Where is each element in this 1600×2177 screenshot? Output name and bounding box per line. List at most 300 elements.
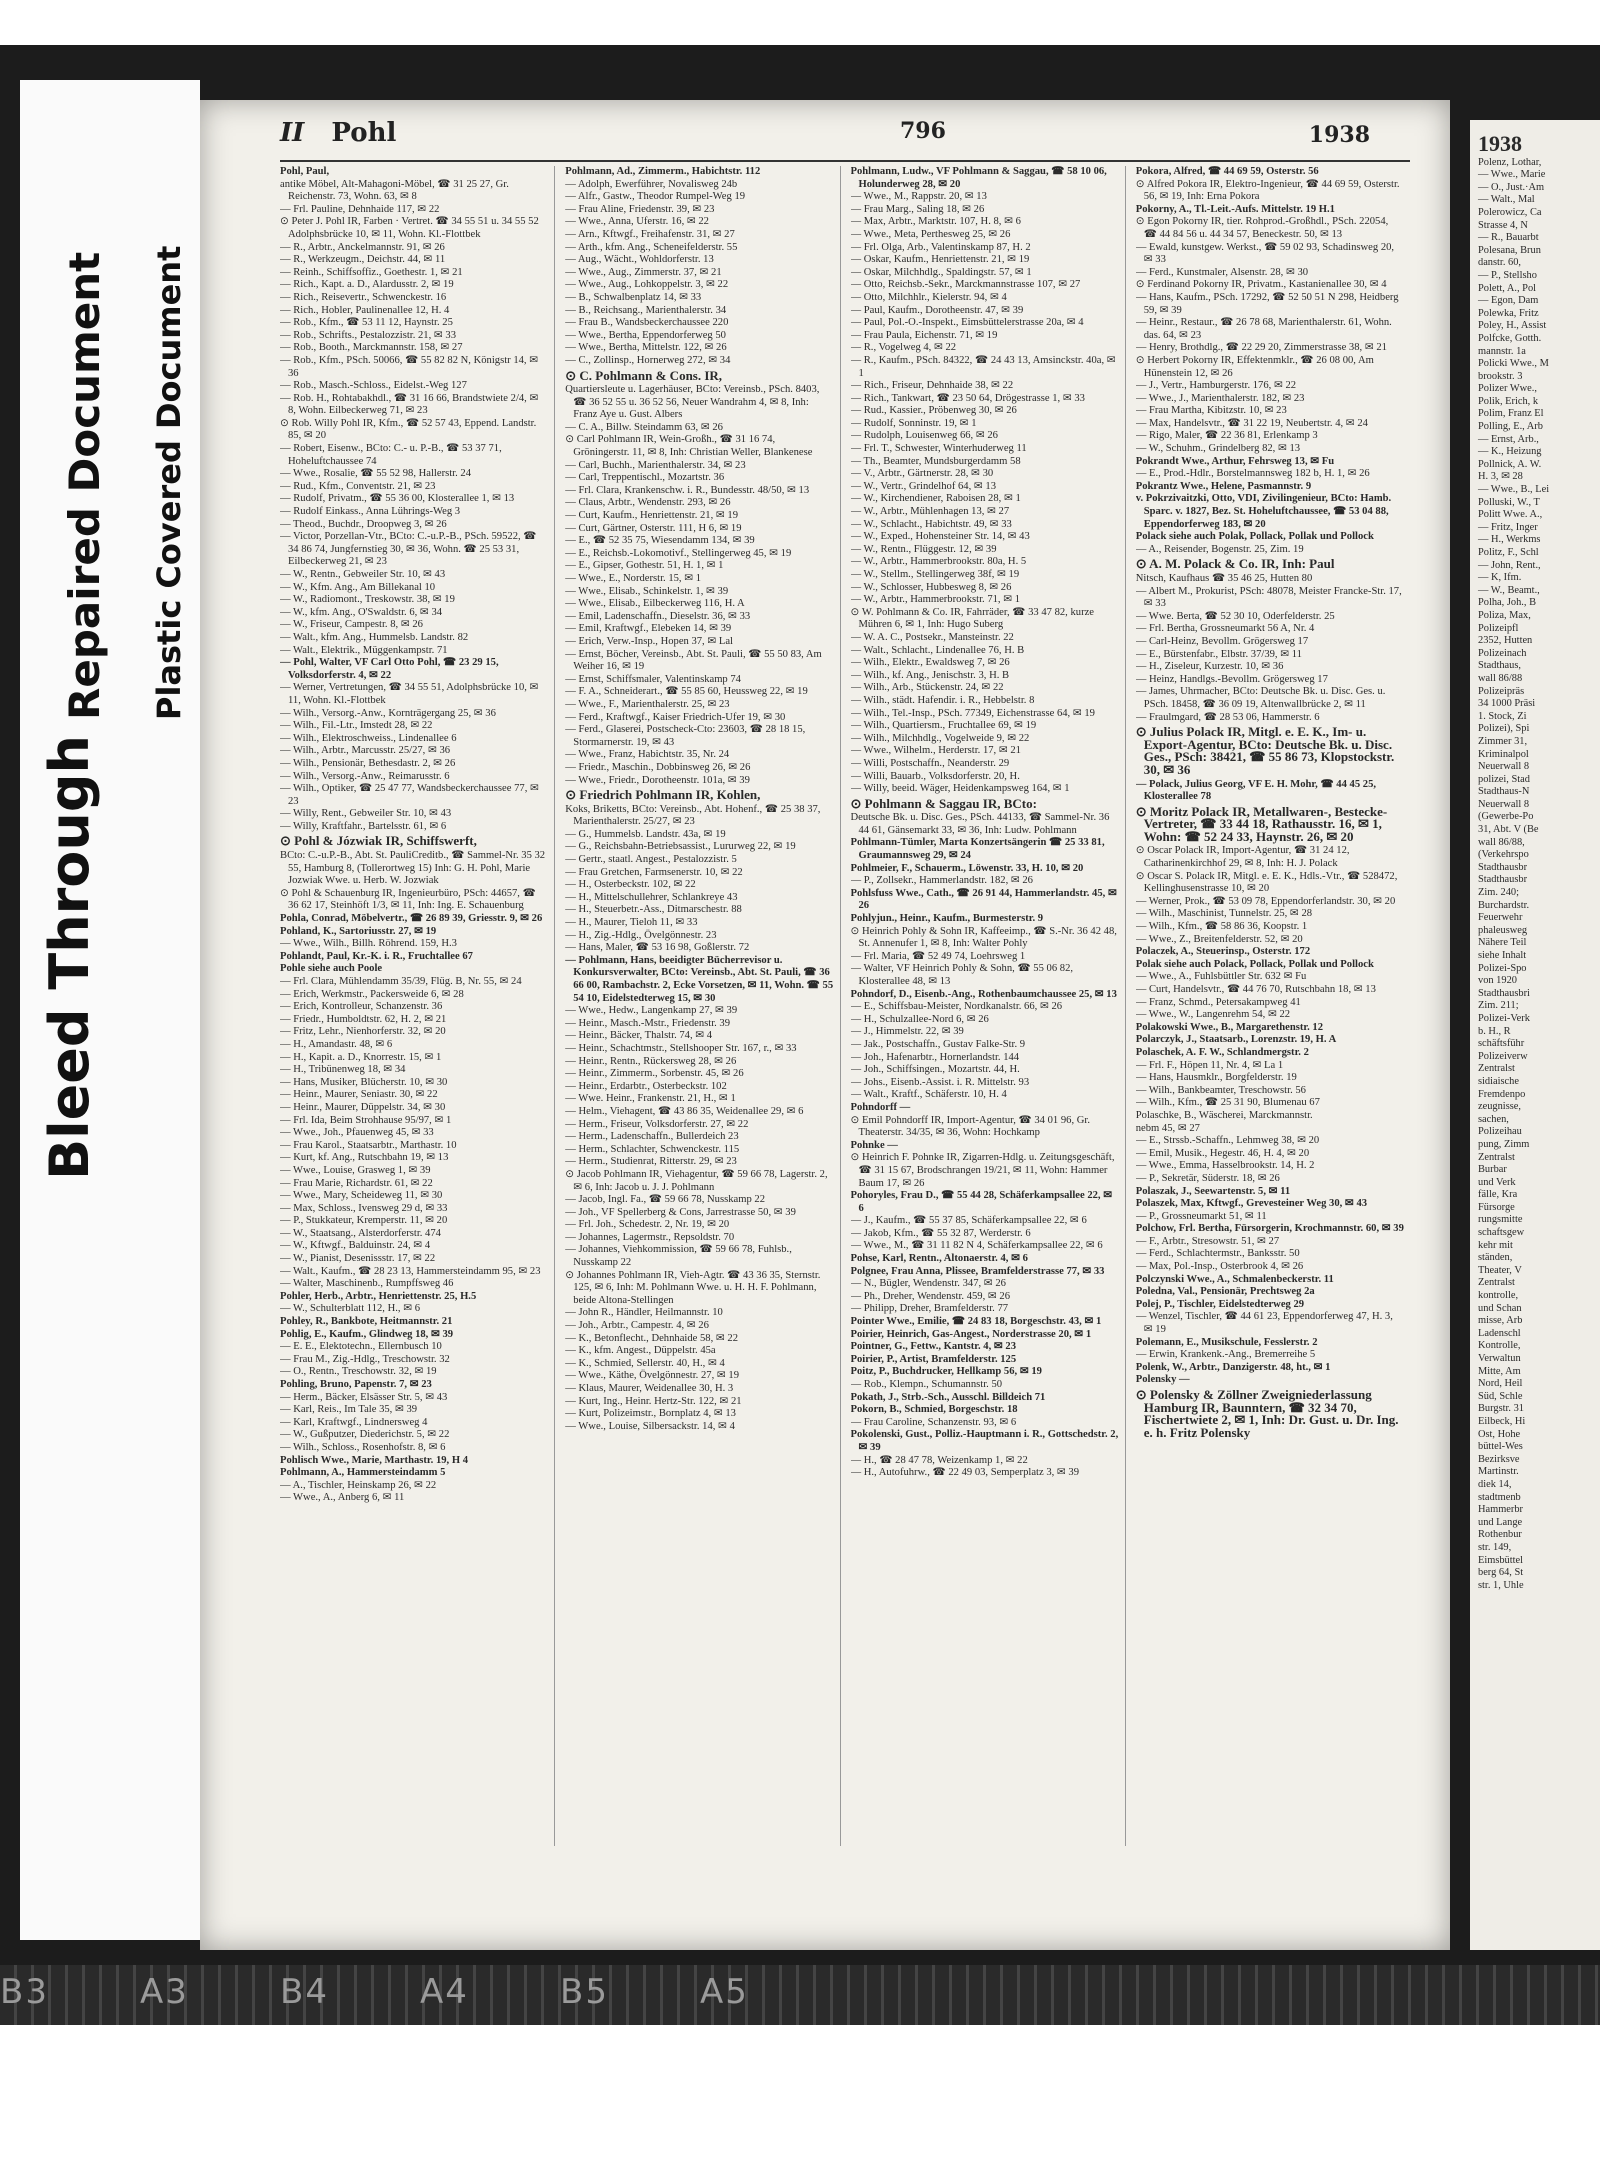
facing-page-line: Burbar [1478,1164,1507,1176]
directory-entry: — C. A., Billw. Steindamm 63, ✉ 26 [565,421,723,433]
directory-entry: — Reinh., Schiffsoffiz., Goethestr. 1, ✉ 21 [280,266,463,278]
directory-entry: — Wwe., Elisab., Eilbeckerweg 116, H. A [565,598,745,610]
facing-page-line: rungsmitte [1478,1214,1523,1226]
directory-entry: — Heinr., Maurer, Düppelstr. 34, ✉ 30 [280,1101,446,1113]
facing-page-line: Zim. 240; [1478,887,1519,899]
directory-entry: — G., Hummelsb. Landstr. 43a, ✉ 19 [565,828,726,840]
directory-entry: — Erich, Werkmstr., Packersweide 6, ✉ 28 [280,988,464,1000]
facing-page-line: Polizei), Spi [1478,723,1530,735]
facing-page-line: kehr mit [1478,1239,1513,1251]
facing-page-line: Mitte, Am [1478,1365,1521,1377]
directory-entry: — J., Kaufm., ☎ 55 37 85, Schäferkampsallee 22, ✉ 6 [850,1215,1087,1227]
facing-page-line: — Walt., Mal [1478,194,1535,206]
directory-entry: — Rob., Kfm., PSch. 50066, ☎ 55 82 82 N, Königstr 14, ✉ 36 [280,354,539,379]
directory-entry: — Albert M., Prokurist, PSch: 48078, Meister Francke-Str. 17, ✉ 33 [1135,585,1402,610]
directory-entry: ⊙ Heinrich Pohly & Sohn IR, Kaffeeimp., ☎ S.-Nr. 36 42 48, St. Annenufer 1, ✉ 8, Inh: Walter Pohly [850,925,1117,950]
directory-entry: Pohndorff — [850,1101,911,1113]
facing-page-line: Burgstr. 31 [1478,1403,1524,1415]
directory-entry: — Max, Arbtr., Marktstr. 107, H. 8, ✉ 6 [850,216,1021,228]
facing-page-line: Polizeipfl [1478,622,1519,634]
directory-entry: — Joh., Schiffsingen., Mozartstr. 44, H. [850,1064,1020,1076]
facing-page-line: Fremdenpo [1478,1088,1526,1100]
directory-entry: — Ferd., Glaserei, Postscheck-Cto: 23603, ☎ 28 18 15, Stormarnerstr. 19, ✉ 43 [565,724,806,748]
directory-entry: Poitz, P., Buchdrucker, Hellkamp 56, ✉ 19 [850,1366,1042,1378]
directory-entry: Polarczyk, J., Staatsarb., Lorenzstr. 19, H. A [1135,1034,1337,1046]
facing-page-line: danstr. 60, [1478,257,1522,269]
bleed-through-label: Bleed Through [38,735,101,1180]
facing-page-line: Polizei-Verk [1478,1012,1530,1024]
directory-entry: — W., Staatsang., Alsterdorferstr. 474 [280,1227,441,1239]
directory-entry: — E., Prod.-Hdlr., Borstelmannsweg 182 b, H. 1, ✉ 26 [1135,468,1370,480]
facing-page-line: Polling, E., Arb [1478,421,1543,433]
directory-entry: — Fraulmgard, ☎ 28 53 06, Hammerstr. 6 [1135,711,1320,723]
facing-page-line: Poley, H., Assist [1478,320,1547,332]
directory-entry: — P., Zollsekr., Hammerlandstr. 182, ✉ 26 [850,875,1033,887]
directory-entry: — Rob., Klempn., Schumannstr. 50 [850,1379,1003,1390]
directory-entry: — Frl. Olga, Arb., Valentinskamp 87, H. 2 [850,241,1031,253]
directory-entry: — Friedr., Humboldtstr. 62, H. 2, ✉ 21 [280,1013,447,1025]
directory-entry: — H., ☎ 28 47 78, Weizenkamp 1, ✉ 22 [850,1454,1028,1466]
directory-entry: — Hans, Maler, ☎ 53 16 98, Goßlerstr. 72 [565,942,750,954]
directory-entry: — Wwe., Meta, Perthesweg 25, ✉ 26 [850,228,1011,240]
directory-column [280,166,555,1846]
running-head-name: Pohl [331,118,397,148]
facing-page-line: Polha, Joh., B [1478,597,1537,609]
directory-entry: ⊙ Polensky & Zöllner Zweigniederlassung Hamburg IR, Baunntern, ☎ 32 34 70, Fischertwiete 2, ✉ 1, Inh: Dr. Gust. u. Dr. Ing. e. h. Fritz Polensky [1135,1387,1399,1440]
directory-entry: Pokolenski, Gust., Polliz.-Hauptmann i. R., Gottschedstr. 2, ✉ 39 [850,1429,1119,1453]
directory-entry: — Emil, Kraftwgf., Elebeken 14, ✉ 39 [565,623,732,635]
facing-page-line: und Verk [1478,1176,1516,1188]
directory-entry: — Werner, Prok., ☎ 53 09 78, Eppendorferlandstr. 30, ✉ 20 [1135,895,1396,907]
directory-entry: Poirier, P., Artist, Bramfelderstr. 125 [850,1353,1017,1365]
directory-entry: — W., Gußputzer, Diederichstr. 5, ✉ 22 [280,1429,450,1441]
directory-entry: Pohle siehe auch Poole [280,963,383,975]
directory-entry: — Wwe., M., ☎ 31 11 82 N 4, Schäferkampsallee 22, ✉ 6 [850,1240,1103,1252]
directory-entry: — Frau Paula, Eichenstr. 71, ✉ 19 [850,329,998,341]
directory-entry: — E., Strssb.-Schaffn., Lehmweg 38, ✉ 20 [1135,1135,1320,1147]
directory-entry: Pohland, K., Sartoriusstr. 27, ✉ 19 [280,925,437,937]
directory-entry: Pokath, J., Strb.-Sch., Ausschl. Billdeich 71 [850,1391,1046,1403]
directory-entry: — Klaus, Maurer, Weidenallee 30, H. 3 [565,1383,734,1394]
film-frame-mark: A5 [700,1972,749,2012]
facing-page-line: Ost, Hohe [1478,1428,1521,1440]
facing-page-line: polizei, Stad [1478,773,1530,785]
directory-entry: Pohnke — [850,1139,898,1151]
facing-page-line: Verwaltun [1478,1353,1521,1364]
directory-entry: — Frl. Bertha, Grossneumarkt 56 A, Nr. 4 [1135,623,1315,635]
directory-entry: — Arn., Kftwgf., Freihafenstr. 31, ✉ 27 [565,228,735,240]
directory-entry: — Herm., Bäcker, Elsässer Str. 5, ✉ 43 [280,1391,448,1403]
directory-entry: — Erwin, Krankenk.-Ang., Bremerreihe 5 [1135,1349,1316,1361]
directory-entry: Pohlyjun., Heinr., Kaufm., Burmesterstr. 9 [850,913,1044,925]
directory-entry: — Rob. H., Rohtabakhdl., ☎ 31 16 66, Brandstwiete 2/4, ✉ 8, Wohn. Eilbeckerweg 71, ✉ 23 [280,392,539,417]
directory-entry: — Frl. Joh., Schedestr. 2, Nr. 19, ✉ 20 [565,1219,730,1231]
facing-page-line: Eimsbüttel [1478,1554,1524,1566]
directory-entry: — H., Schulzallee-Nord 6, ✉ 26 [850,1013,989,1025]
directory-entry: Pokora, Alfred, ☎ 44 69 59, Osterstr. 56 [1135,166,1319,177]
directory-entry: — Philipp, Dreher, Bramfelderstr. 77 [850,1303,1009,1315]
directory-entry: — Frau B., Wandsbeckerchaussee 220 [565,317,729,329]
directory-entry: — Wwe., Friedr., Dorotheenstr. 101a, ✉ 39 [565,774,750,786]
page-number: 796 [900,118,946,144]
directory-entry: — R., Vogelweg 4, ✉ 22 [850,342,957,354]
directory-entry: — Wwe., E., Norderstr. 15, ✉ 1 [565,573,702,584]
directory-entry: — Aug., Wächt., Wohldorferstr. 13 [565,254,714,266]
facing-page-line: Polett, A., Pol [1478,282,1537,294]
directory-entry: — Frau M., Zig.-Hdlg., Treschowstr. 32 [280,1353,450,1365]
directory-entry: — E., ☎ 52 35 75, Wiesendamm 134, ✉ 39 [565,535,755,547]
volume-number: II [280,118,305,148]
facing-page-line: b. H., R [1478,1025,1511,1037]
directory-entry: — Rud., Kassier., Pröbenweg 30, ✉ 26 [850,405,1017,417]
directory-entry: — V., Arbtr., Gärtnerstr. 28, ✉ 30 [850,468,994,480]
facing-page-line: Polenz, Lothar, [1478,156,1542,168]
directory-entry: — Curt, Gärtner, Osterstr. 111, H 6, ✉ 19 [565,522,742,534]
directory-entry: — Curt, Kaufm., Henriettenstr. 21, ✉ 19 [565,510,739,522]
directory-entry: Polaschek, A. F. W., Schlandmergstr. 2 [1135,1046,1309,1058]
directory-entry: — Paul, Pol.-O.-Inspekt., Eimsbüttelerstrasse 20a, ✉ 4 [850,317,1084,329]
directory-entry: — P., Sekretär, Süderstr. 18, ✉ 26 [1135,1172,1280,1184]
directory-entry: — B., Reichsang., Marienthalerstr. 34 [565,304,727,316]
directory-entry: ⊙ Alfred Pokora IR, Elektro-Ingenieur, ☎ 44 69 59, Osterstr. 56, ✉ 19, Inh: Erna Pokora [1135,178,1400,203]
directory-entry: — Wwe., Wilh., Billh. Röhrend. 159, H.3 [280,938,457,950]
directory-entry: — Wwe., Aug., Zimmerstr. 37, ✉ 21 [565,266,722,278]
directory-entry: — Wwe., Franz, Habichtstr. 35, Nr. 24 [565,749,730,761]
directory-entry: — P., Stukkateur, Kremperstr. 11, ✉ 20 [280,1215,448,1227]
directory-entry: — Jacob, Ingl. Fa., ☎ 59 66 78, Nusskamp 22 [565,1194,766,1206]
facing-page-line: mannstr. 1a [1478,345,1526,357]
directory-entry: — Heinr., Maurer, Seniastr. 30, ✉ 22 [280,1089,438,1101]
directory-entry: — Gertr., staatl. Angest., Pestalozzistr. 5 [565,854,737,866]
directory-entry: ⊙ Oscar Polack IR, Import-Agentur, ☎ 31 24 12, Catharinenkirchhof 29, ✉ 8, Inh: H. J. Polack [1135,845,1350,870]
directory-entry: ⊙ Oscar S. Polack IR, Mitgl. e. E. K., Hdls.-Vtr., ☎ 528472, Kellinghusenstrasse 10, ✉ 20 [1135,870,1398,895]
directory-entry: ⊙ W. Pohlmann & Co. IR, Fahrräder, ☎ 33 47 82, kurze Mühren 6, ✉ 1, Inh: Hugo Suberg [850,606,1095,631]
directory-entry: — Rudolf, Sonninstr. 19, ✉ 1 [850,417,977,429]
entry-columns [280,166,1410,1846]
directory-entry: — Walter, VF Heinrich Pohly & Sohn, ☎ 55 06 82, Klosterallee 48, ✉ 13 [850,963,1074,987]
directory-entry: Pokrandt Wwe., Arthur, Fehrsweg 13, ✉ Fu [1135,455,1335,467]
directory-entry: Polensky — [1135,1374,1190,1386]
directory-entry: — E., Bürstenfabr., Elbstr. 37/39, ✉ 11 [1135,648,1302,660]
directory-entry: — F., Arbtr., Stresowstr. 51, ✉ 27 [1135,1235,1280,1247]
facing-page-line: — P., Stellsho [1478,269,1537,281]
directory-entry: Pokorny, A., Tl.-Leit.-Aufs. Mittelstr. 19 H.1 [1135,203,1335,215]
directory-entry: — Rich., Hobler, Paulinenallee 12, H. 4 [280,304,450,316]
directory-entry: — W., Rentn., Gebweiler Str. 10, ✉ 43 [280,569,446,580]
directory-entry: — Pohlmann, Hans, beeidigter Bücherrevisor u. Konkursverwalter, BCto: Vereinsb., Abt. St. Pauli, ☎ 36 66 00, Rambachstr. 2, Ecke Vorsetzen, ✉ 11, Wohn. ☎ 55 54 10, Eidelstedterweg 15, ✉ 30 [565,954,834,1004]
facing-page-line: Theater, V [1478,1264,1522,1276]
facing-page-line: — Ernst, Arb., [1478,433,1539,445]
directory-column [851,166,1126,1846]
directory-entry: — Wwe., Käthe, Övelgönnestr. 27, ✉ 19 [565,1370,739,1382]
directory-entry: — Wilh., Maschinist, Tunnelstr. 25, ✉ 28 [1135,908,1313,920]
facing-page-line: ständen, [1478,1252,1513,1264]
facing-page-line: Polizeiverw [1478,1050,1528,1062]
facing-page-line: — R., Bauarbt [1478,232,1539,244]
directory-entry: — Rich., Tankwart, ☎ 23 50 64, Drögestrasse 1, ✉ 33 [850,392,1085,404]
directory-entry: — J., Vertr., Hamburgerstr. 176, ✉ 22 [1135,380,1297,392]
directory-entry: — James, Uhrmacher, BCto: Deutsche Bk. u. Disc. Ges. u. PSch. 18458, ☎ 36 09 19, Altenwallbrücke 2, ✉ 11 [1135,686,1386,710]
directory-entry: — Wwe., A., Fuhlsbüttler Str. 632 ✉ Fu [1135,971,1307,983]
directory-entry: ⊙ Emil Pohndorff IR, Import-Agentur, ☎ 34 01 96, Gr. Theaterstr. 34/35, ✉ 36, Wohn: Hochkamp [850,1114,1090,1139]
directory-entry: — Wilh., Optiker, ☎ 25 47 77, Wandsbeckerchaussee 77, ✉ 23 [280,783,539,807]
directory-entry: — Theod., Buchdr., Droopweg 3, ✉ 26 [280,518,447,530]
directory-entry: Pohley, R., Bankbote, Heitmannstr. 21 [280,1316,453,1328]
directory-entry: — H., Tribünenweg 18, ✉ 34 [280,1064,406,1076]
directory-entry: — Walt., Kaufm., ☎ 28 23 13, Hammersteindamm 95, ✉ 23 [280,1265,541,1277]
directory-entry: — E., Reichsb.-Lokomotivf., Stellingerweg 45, ✉ 19 [565,547,792,559]
directory-entry: — Frau Marie, Richardstr. 61, ✉ 22 [280,1177,433,1189]
directory-entry: Polemann, E., Musikschule, Fesslerstr. 2 [1135,1336,1318,1348]
facing-page-year: 1938 [1478,131,1522,156]
directory-entry: — A., Tischler, Heinskamp 26, ✉ 22 [280,1479,437,1491]
facing-page-line: Burchardstr. [1478,899,1530,911]
directory-entry: — W., Schlosser, Hubbesweg 8, ✉ 26 [850,581,1012,593]
directory-entry: Polaczek, A., Steuerinsp., Osterstr. 172 [1135,946,1311,958]
directory-entry: — Erich, Verw.-Insp., Hopen 37, ✉ Lal [565,635,733,647]
directory-entry: — Karl, Reis., Im Tale 35, ✉ 39 [280,1404,418,1416]
directory-entry: — H., Zig.-Hdlg., Övelgönnestr. 23 [565,929,717,941]
directory-entry: Pohling, Bruno, Papenstr. 7, ✉ 23 [280,1379,432,1390]
directory-entry: — Wwe., Wilhelm., Herderstr. 17, ✉ 21 [850,745,1021,757]
directory-entry: — Wilh., Fil.-Ltr., Imstedt 28, ✉ 22 [280,720,433,732]
directory-entry: — Wilh., Schloss., Rosenhofstr. 8, ✉ 6 [280,1441,446,1453]
directory-entry: — Frau Marg., Saling 18, ✉ 26 [850,203,985,215]
directory-entry: — H., Steuerbetr.-Ass., Ditmarschestr. 88 [565,904,742,916]
directory-entry: Pohlandt, Paul, Kr.-K. i. R., Fruchtallee 67 [280,950,473,962]
directory-entry: — Heinr., Masch.-Mstr., Friedenstr. 39 [565,1017,731,1029]
facing-page-line: kontrolle, [1478,1290,1519,1302]
directory-entry: ⊙ Carl Pohlmann IR, Wein-Großh., ☎ 31 16 74, Gröningerstr. 11, ✉ 8, Inh: Christian Weller, Blankenese [565,434,813,459]
directory-entry: — W., Kfm. Ang., Am Billekanal 10 [280,581,436,593]
directory-entry: — Willy, Kraftfahr., Bartelsstr. 61, ✉ 6 [280,820,447,832]
directory-entry: — Wwe., Elisab., Schinkelstr. 1, ✉ 39 [565,585,729,597]
facing-page-line: 34 1000 Präsi [1478,698,1536,710]
directory-entry: Pohlisch Wwe., Marie, Marthastr. 19, H 4 [280,1454,469,1466]
directory-entry: — Wwe., J., Marienthalerstr. 182, ✉ 23 [1135,392,1305,404]
directory-entry: — Herm., Schlachter, Schwenckestr. 115 [565,1143,740,1155]
directory-entry: — Robert, Eisenw., BCto: C.- u. P.-B., ☎ 53 37 71, Hoheluftchaussee 74 [280,443,502,467]
directory-entry: — W., Stellm., Stellingerweg 38f, ✉ 19 [850,569,1020,580]
facing-page-line: von 1920 [1478,975,1517,987]
directory-entry: — Max, Pol.-Insp., Osterbrook 4, ✉ 26 [1135,1261,1304,1273]
directory-entry: — Walt., Kraftf., Schäferstr. 10, H. 4 [850,1089,1007,1101]
directory-entry: — Rich., Friseur, Dehnhaide 38, ✉ 22 [850,380,1014,392]
directory-entry: — Adolph, Ewerführer, Novalisweg 24b [565,178,738,190]
directory-entry: — Wwe., Aug., Lohkoppelstr. 3, ✉ 22 [565,279,729,291]
directory-entry: Pointner, G., Fettw., Kantstr. 4, ✉ 23 [850,1341,1017,1353]
directory-entry: — Ernst, Böcher, Vereinsb., Abt. St. Pauli, ☎ 55 50 83, Am Weiher 16, ✉ 19 [565,648,822,673]
directory-entry: — K., Betonflecht., Dehnhaide 58, ✉ 22 [565,1332,738,1344]
directory-entry: Polchow, Frl. Bertha, Fürsorgerin, Krochmannstr. 60, ✉ 39 [1135,1223,1404,1235]
directory-entry: — Wilh., Elektroschweiss., Lindenallee 6 [280,732,457,744]
directory-entry: — Otto, Reichsb.-Sekr., Marckmannstrasse 107, ✉ 27 [850,279,1081,291]
directory-entry: — A., Reisender, Bogenstr. 25, Zim. 19 [1135,543,1304,555]
facing-page-line: — K., Heizung [1478,446,1542,458]
facing-page-line: stadtmenb [1478,1491,1521,1503]
directory-entry: — Carl-Heinz, Bevollm. Grögersweg 17 [1135,635,1309,647]
facing-page-line: Neuerwall 8 [1478,761,1530,773]
directory-entry: — Kurt, Polizeimstr., Bornplatz 4, ✉ 13 [565,1408,736,1420]
directory-entry: — Joh., VF Spellerberg & Cons, Jarrestrasse 50, ✉ 39 [565,1206,796,1218]
directory-entry: — Willi, Bauarb., Volksdorferstr. 20, H. [850,770,1020,782]
directory-entry: — Carl, Buchh., Marienthalerstr. 34, ✉ 23 [565,459,746,471]
directory-entry: — W., Arbtr., Hammerbrookstr. 71, ✉ 1 [850,594,1021,606]
directory-entry: — Wilh., Arb., Stückenstr. 24, ✉ 22 [850,682,1004,694]
directory-entry: — Wwe. Heinr., Frankenstr. 21, H., ✉ 1 [565,1093,736,1105]
directory-entry: BCto: C.-u.P.-B., Abt. St. PauliCreditb., ☎ Sammel-Nr. 35 32 55, Hamburg 8, (Tollerortweg 15) Inh: G. H. Pohl, Marie Jozwiak Wwe. u. Herb. W. Jozwiak [280,850,546,887]
directory-entry: — Johannes, Lagermstr., Repsoldstr. 70 [565,1231,735,1243]
directory-entry: — Herm., Studienrat, Ritterstr. 29, ✉ 23 [565,1156,737,1168]
film-frame-mark: B3 [0,1972,49,2012]
facing-page-line: 1. Stock, Zi [1478,710,1527,722]
directory-entry: — Walt., Schlacht., Lindenallee 76, H. B [850,644,1025,656]
facing-page-line: Neuerwall 8 [1478,798,1530,810]
directory-entry: — Wwe. Berta, ☎ 52 30 10, Oderfelderstr. 25 [1135,610,1335,622]
directory-entry: Pohlsfuss Wwe., Cath., ☎ 26 91 44, Hammerlandstr. 45, ✉ 26 [850,887,1117,912]
directory-entry: Polczynski Wwe., A., Schmalenbeckerstr. 11 [1135,1273,1334,1285]
facing-page-line: H. 3, ✉ 28 [1478,471,1523,483]
directory-entry: — Willi, Postschaffn., Neanderstr. 29 [850,757,1010,769]
directory-entry: Pohler, Herb., Arbtr., Henriettenstr. 25, H.5 [280,1290,477,1302]
directory-entry: — E., Schiffsbau-Meister, Nordkanalstr. 66, ✉ 26 [850,1001,1063,1013]
directory-entry: — Th., Beamter, Mundsburgerdamm 58 [850,455,1021,467]
directory-entry: Nitsch, Kaufhaus ☎ 35 46 25, Hutten 80 [1135,573,1313,584]
directory-entry: — Karl, Kraftwgf., Lindnersweg 4 [280,1416,428,1428]
facing-page-line: Polik, Erich, k [1478,395,1539,407]
facing-page-line: Eilbeck, Hi [1478,1415,1526,1427]
directory-entry: — Ph., Dreher, Wendenstr. 459, ✉ 26 [850,1290,1011,1302]
directory-entry: — Rob., Schrifts., Pestalozzistr. 21, ✉ 33 [280,329,457,341]
directory-entry: — O., Rentn., Treschowstr. 32, ✉ 19 [280,1366,437,1378]
directory-entry: — Alfr., Gastw., Theodor Rumpel-Weg 19 [565,191,746,203]
film-frame-mark: B5 [560,1972,609,2012]
directory-entry: Pohse, Karl, Rentn., Altonaerstr. 4, ✉ 6 [850,1253,1028,1265]
directory-entry: — Joh., Arbtr., Campestr. 4, ✉ 26 [565,1320,709,1332]
facing-page-line: misse, Arb [1478,1315,1523,1327]
facing-page-line: Polim, Franz El [1478,408,1544,420]
page-header [280,118,1410,158]
directory-entry: — Jak., Postschaffn., Gustav Falke-Str. 9 [850,1038,1026,1050]
directory-entry: — R., Kaufm., PSch. 84322, ☎ 24 43 13, Amsinckstr. 40a, ✉ 1 [850,354,1116,379]
facing-page-column [1478,120,1600,1592]
directory-entry: Deutsche Bk. u. Disc. Ges., PSch. 44133, ☎ Sammel-Nr. 36 44 61, Gänsemarkt 33, ✉ 36, Inh: Ludw. Pohlmann [850,812,1110,836]
directory-entry: — Heinr., Restaur., ☎ 26 78 68, Marienthalerstr. 61, Wohn. das. 64, ✉ 23 [1135,317,1392,341]
directory-entry: — Victor, Porzellan-Vtr., BCto: C.-u.P.-B., PSch. 59522, ☎ 34 86 74, Jungfernstieg 30, ✉ 36, Wohn. ☎ 25 53 31, Eilbeckerweg 21, ✉ 23 [280,531,537,568]
directory-entry: — Oskar, Kaufm., Henriettenstr. 21, ✉ 19 [850,254,1030,266]
directory-entry: — Wilh., kf. Ang., Jenischstr. 3, H. B [850,669,1010,681]
directory-entry: — Emil, Ladenschaffn., Dieselstr. 36, ✉ 33 [565,610,751,622]
facing-page-line: wall 86/88 [1478,672,1523,684]
directory-entry: — Fritz, Lehr., Nienhorferstr. 32, ✉ 20 [280,1026,446,1038]
facing-page-line: 31, Abt. V (Be [1478,824,1539,836]
directory-entry: — Wilh., Pensionär, Bethesdastr. 2, ✉ 26 [280,757,456,769]
directory-entry: — Otto, Milchhlr., Kielerstr. 94, ✉ 4 [850,291,1007,303]
facing-page-line: Zentralst [1478,1063,1515,1075]
directory-entry: Quartiersleute u. Lagerhäuser, BCto: Vereinsb., PSch. 8403, ☎ 36 52 55 u. 36 52 56, Neuer Wandrahm 4, ✉ 8, Inh: Franz Aye u. Gust. Albers [565,384,820,421]
year: 1938 [1308,122,1370,148]
facing-page-line: siehe Inhalt [1478,950,1527,961]
facing-page-line: Rothenbur [1478,1529,1522,1541]
directory-entry: — Walt., kfm. Ang., Hummelsb. Landstr. 82 [280,631,469,643]
facing-page-line: Ladenschl [1478,1327,1521,1339]
directory-entry: — W., Vertr., Grindelhof 64, ✉ 13 [850,480,997,492]
directory-entry: — Wwe., A., Anberg 6, ✉ 11 [280,1492,405,1504]
directory-entry: — W., Kirchendiener, Raboisen 28, ✉ 1 [850,493,1021,505]
directory-entry: antike Möbel, Alt-Mahagoni-Möbel, ☎ 31 25 27, Gr. Reichenstr. 73, Wohn. 63, ✉ 8 [280,178,509,203]
running-head [280,118,396,148]
directory-entry: — H., Ziseleur, Kurzestr. 10, ✉ 36 [1135,661,1284,673]
directory-entry: — Rudolf, Privatm., ☎ 55 36 00, Klosterallee 1, ✉ 13 [280,493,515,505]
directory-entry: ⊙ Friedrich Pohlmann IR, Kohlen, [565,787,761,803]
directory-entry: — Rich., Kapt. a. D., Alardusstr. 2, ✉ 19 [280,279,454,291]
facing-page-line: — Fritz, Inger [1478,521,1538,533]
directory-entry: — Emil, Musik., Hegestr. 46, H. 4, ✉ 20 [1135,1147,1310,1159]
directory-entry: — Wilh., Quartiersm., Fruchtallee 69, ✉ 19 [850,720,1037,732]
directory-entry: — Frau Martha, Kibitzstr. 10, ✉ 23 [1135,405,1287,417]
directory-entry: — Wwe., Hedw., Langenkamp 27, ✉ 39 [565,1005,738,1017]
facing-page-line: str. 149, [1478,1541,1512,1553]
directory-entry: — W., Arbtr., Mühlenhagen 13, ✉ 27 [850,506,1010,518]
directory-entry: — Frau Gretchen, Farmsenerstr. 10, ✉ 22 [565,866,743,878]
directory-entry: — W., Pianist, Desenissstr. 17, ✉ 22 [280,1253,436,1265]
facing-page-line: Stadthausbr [1478,861,1528,873]
directory-entry: — Rudolph, Louisenweg 66, ✉ 26 [850,430,998,442]
directory-entry: — Ferd., Kunstmaler, Alsenstr. 28, ✉ 30 [1135,266,1309,278]
facing-page-line: Polewka, Fritz [1478,307,1539,319]
facing-page-line: diek 14, [1478,1478,1512,1490]
directory-entry: — W. A. C., Postsekr., Mansteinstr. 22 [850,631,1014,643]
directory-entry: — Hans, Hausmklr., Borgfelderstr. 19 [1135,1072,1297,1084]
directory-entry: — Friedr., Maschin., Dobbinsweg 26, ✉ 26 [565,761,751,773]
directory-entry: — Wwe., Anna, Uferstr. 16, ✉ 22 [565,216,709,228]
directory-entry: — Hans, Kaufm., PSch. 17292, ☎ 52 50 51 N 298, Heidberg 59, ✉ 39 [1135,291,1399,316]
repaired-document-label: Repaired Document [60,251,109,720]
directory-entry: Pohlmann-Tümler, Marta Konzertsängerin ☎ 25 33 81, Graumannsweg 29, ✉ 24 [850,837,1105,862]
facing-page-line: Fürsorge [1478,1201,1515,1213]
directory-entry: — Wwe., F., Marienthalerstr. 25, ✉ 23 [565,698,730,710]
film-frame-mark: A3 [140,1972,189,2012]
directory-entry: Pohla, Conrad, Möbelvertr., ☎ 26 89 39, Griesstr. 9, ✉ 26 [280,913,543,925]
directory-entry: — Carl, Treppentischl., Mozartstr. 36 [565,472,725,484]
directory-entry: Polaschke, B., Wäscherei, Marckmannstr. [1135,1109,1313,1121]
directory-entry: — Max, Handelsvtr., ☎ 31 22 19, Neubertstr. 4, ✉ 24 [1135,417,1368,429]
directory-entry: — Rich., Reisevertr., Schwenckestr. 16 [280,291,447,303]
facing-page-line: pung, Zimm [1478,1138,1530,1150]
directory-entry: — Ferd., Kraftwgf., Kaiser Friedrich-Ufer 19, ✉ 30 [565,711,786,723]
directory-entry: v. Pokrzivaitzki, Otto, VDI, Zivilingenieur, BCto: Hamb. Sparc. v. 1827, Bez. St. Hoheluftchaussee, ☎ 53 04 88, Eppendorferweg 183, ✉ 20 [1135,493,1392,530]
directory-entry: — Frau Aline, Friedenstr. 39, ✉ 23 [565,203,715,215]
directory-entry: ⊙ Peter J. Pohl IR, Farben · Vertret. ☎ 34 55 51 u. 34 55 52 Adolphsbrücke 10, ✉ 11, Wohn. Kl.-Flottbek [280,216,539,240]
facing-page-line: str. 1, Uhle [1478,1579,1524,1591]
directory-entry: — Wilh., Kfm., ☎ 58 86 36, Koopstr. 1 [1135,921,1308,933]
directory-entry: Pohoryles, Frau D., ☎ 55 44 28, Schäferkampsallee 22, ✉ 6 [850,1190,1113,1214]
directory-entry: — Walt., Elektrik., Müggenkampstr. 71 [280,644,448,656]
directory-entry: — Kurt, kf. Ang., Rutschbahn 19, ✉ 13 [280,1152,449,1164]
directory-entry: — J., Himmelstr. 22, ✉ 39 [850,1026,964,1038]
facing-page-line: sachen, [1478,1113,1509,1125]
directory-entry: — Ewald, kunstgew. Werkst., ☎ 59 02 93, Schadinsweg 20, ✉ 33 [1135,241,1395,266]
directory-entry: ⊙ Pohl & Józwiak IR, Schiffswerft, [280,833,477,849]
directory-entry: — Frl. Clara, Mühlendamm 35/39, Flüg. B, Nr. 55, ✉ 24 [280,976,522,987]
facing-page-line: Zentralst [1478,1277,1515,1289]
directory-entry: — Frl. Pauline, Dehnhaide 117, ✉ 22 [280,203,440,215]
facing-page-line: zeugnisse, [1478,1101,1521,1113]
facing-page-line: Zimmer 31, [1478,735,1528,747]
directory-entry: — Wilh., Bankbeamter, Treschowstr. 56 [1135,1084,1306,1096]
directory-entry: — Frl. T., Schwester, Winterhuderweg 11 [850,443,1027,455]
directory-entry: ⊙ Herbert Pokorny IR, Effektenmklr., ☎ 26 08 00, Am Hünenstein 12, ✉ 26 [1135,354,1374,379]
